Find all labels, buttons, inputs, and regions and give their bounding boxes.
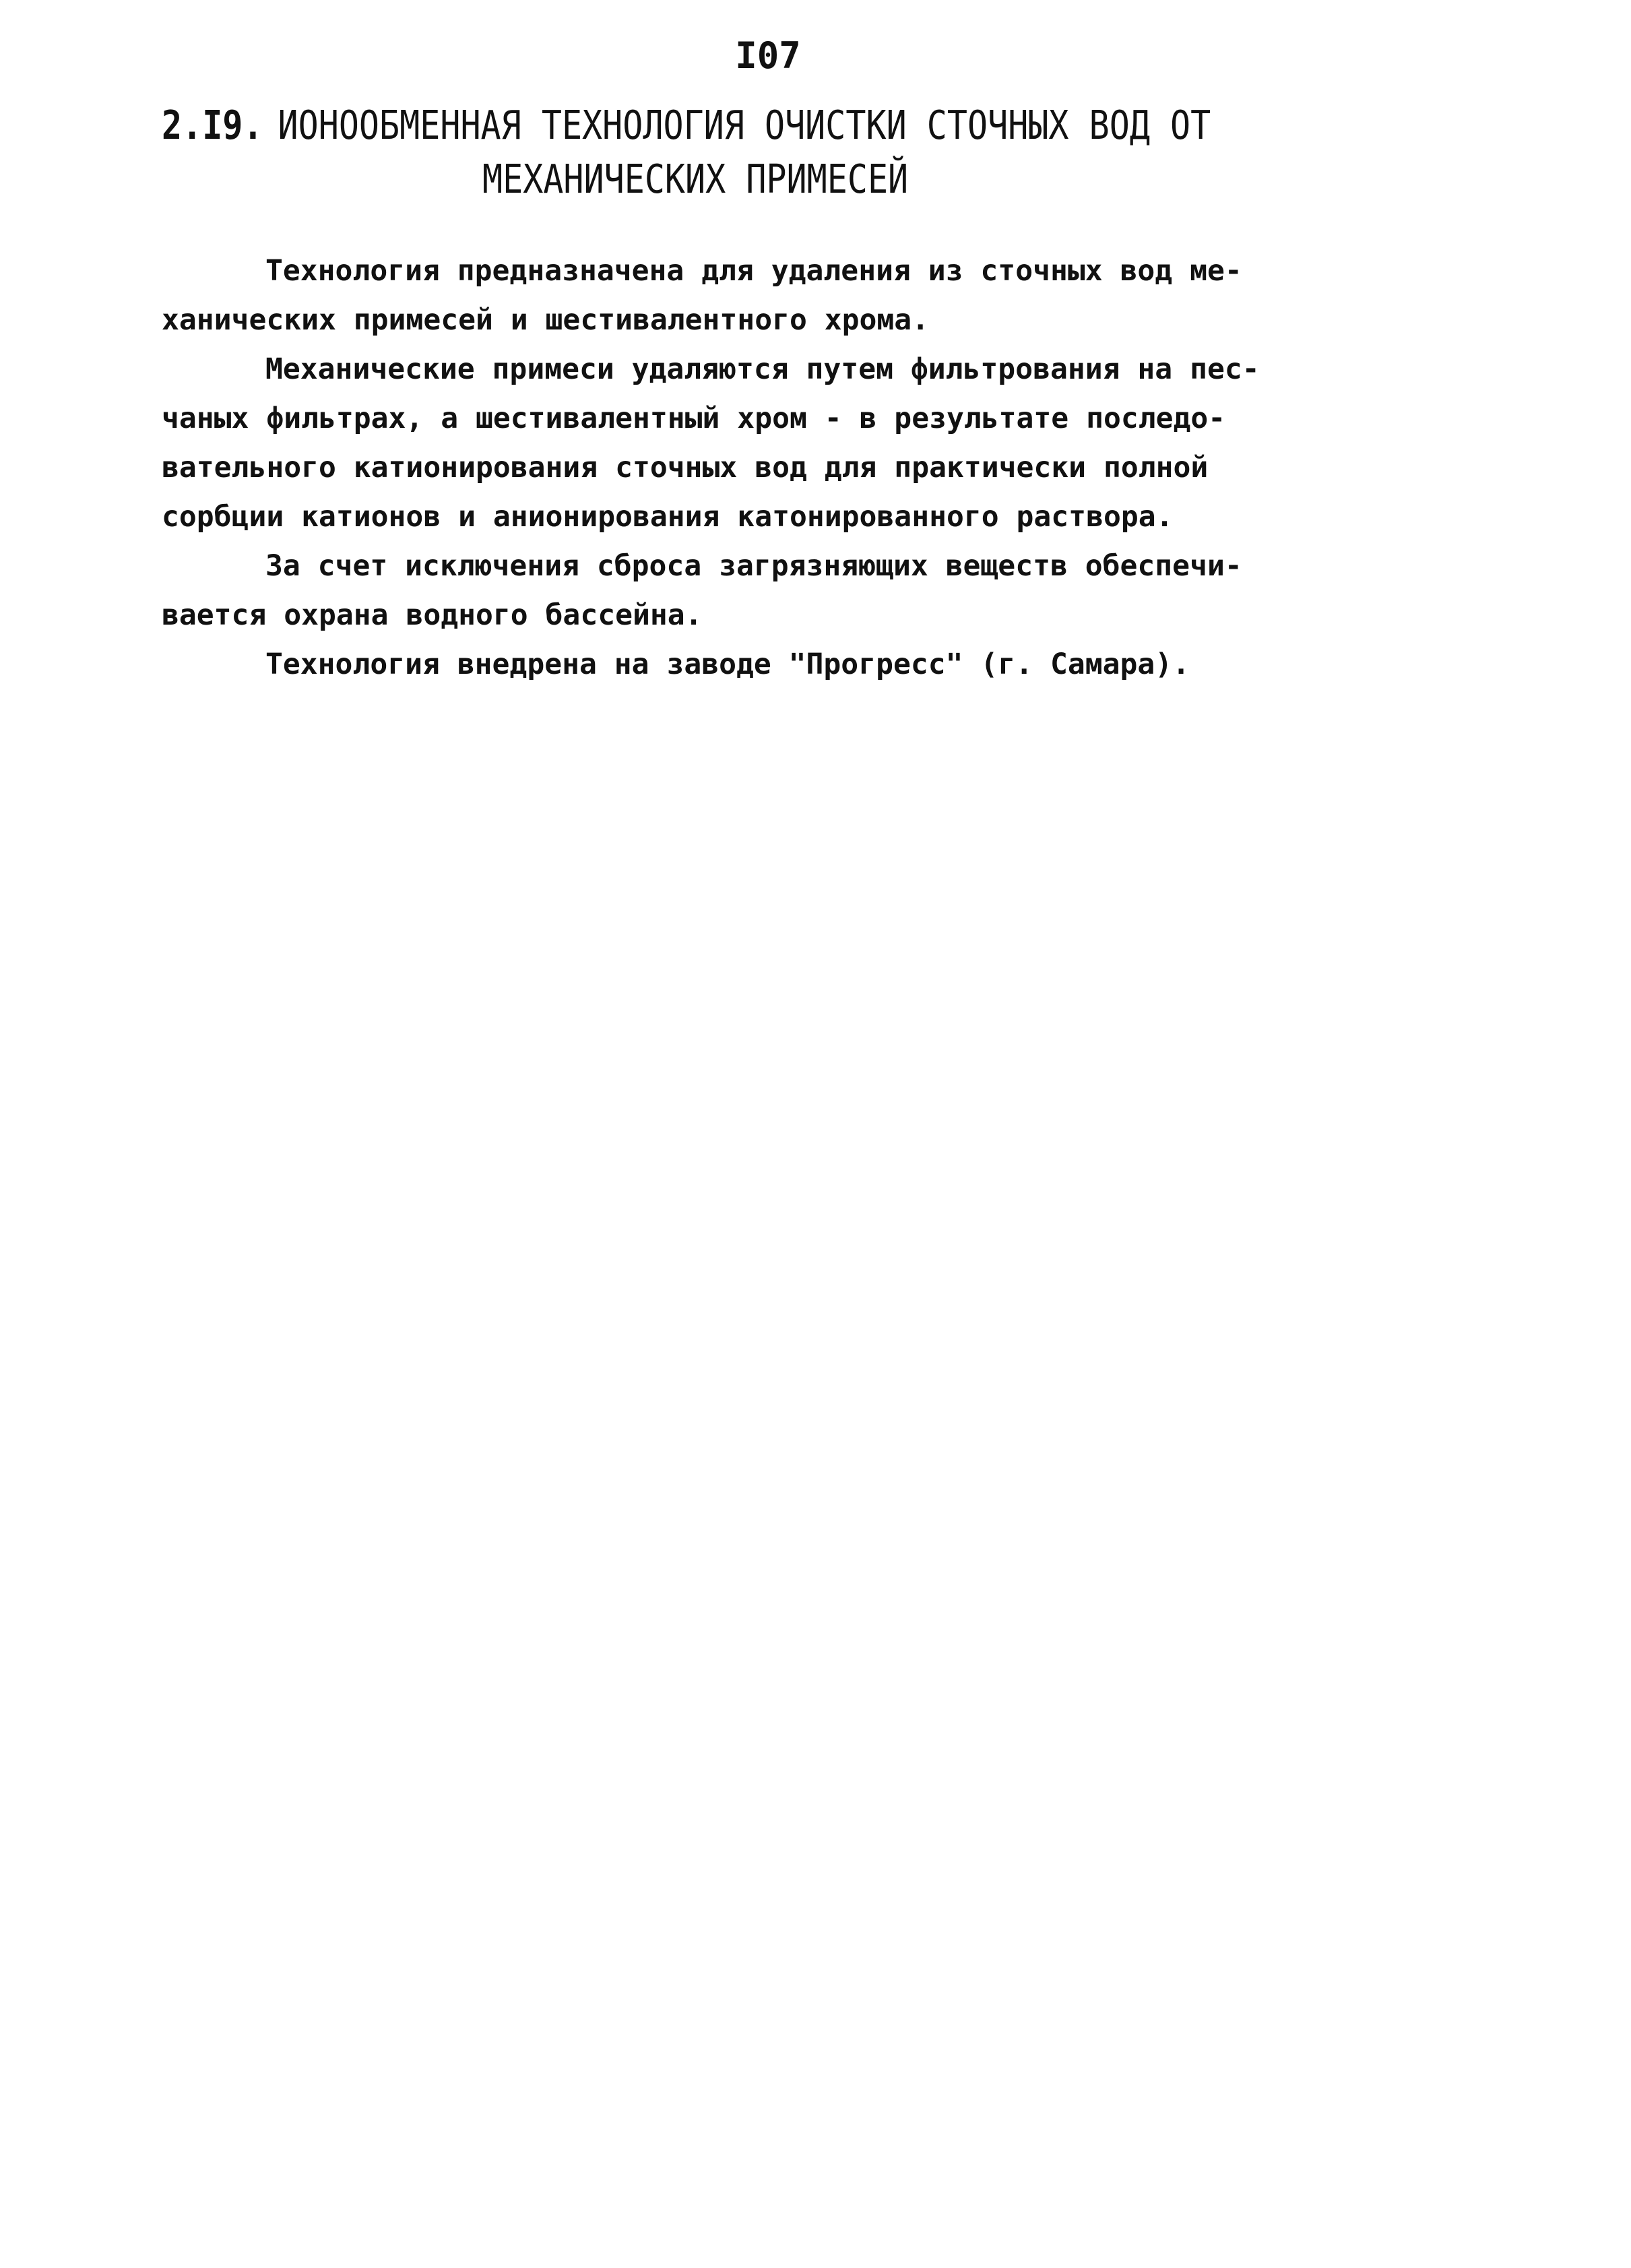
page-number: I07 bbox=[735, 34, 801, 77]
paragraph-line: вается охрана водного бассейна. bbox=[162, 598, 703, 632]
document-body bbox=[162, 247, 1502, 689]
paragraph-line: Механические примеси удаляются путем фильтрования на пес- bbox=[265, 352, 1260, 386]
section-number: 2.I9. bbox=[162, 102, 263, 149]
paragraph-purpose bbox=[162, 247, 1502, 345]
paragraph-line: Технология внедрена на заводе "Прогресс" (г. Самара). bbox=[265, 648, 1190, 681]
section-heading bbox=[162, 98, 1374, 206]
paragraph-line: чаных фильтрах, а шестивалентный хром - в результате последо- bbox=[162, 402, 1226, 435]
section-title-part-1: ИОНООБМЕННАЯ ТЕХНОЛОГИЯ ОЧИСТКИ СТОЧНЫХ ВОД ОТ bbox=[278, 102, 1211, 149]
paragraph-line: ханических примесей и шестивалентного хрома. bbox=[162, 303, 930, 337]
paragraph-line: Технология предназначена для удаления из сточных вод ме- bbox=[265, 254, 1242, 288]
paragraph-implementation bbox=[162, 640, 1502, 689]
section-title-part-2: МЕХАНИЧЕСКИХ ПРИМЕСЕЙ bbox=[482, 156, 909, 203]
paragraph-line: За счет исключения сброса загрязняющих веществ обеспечи- bbox=[265, 549, 1242, 583]
paragraph-line: сорбции катионов и анионирования катонированного раствора. bbox=[162, 500, 1174, 534]
paragraph-line: вательного катионирования сточных вод для практически полной bbox=[162, 451, 1209, 484]
paragraph-method bbox=[162, 345, 1502, 542]
paragraph-benefit bbox=[162, 542, 1502, 640]
